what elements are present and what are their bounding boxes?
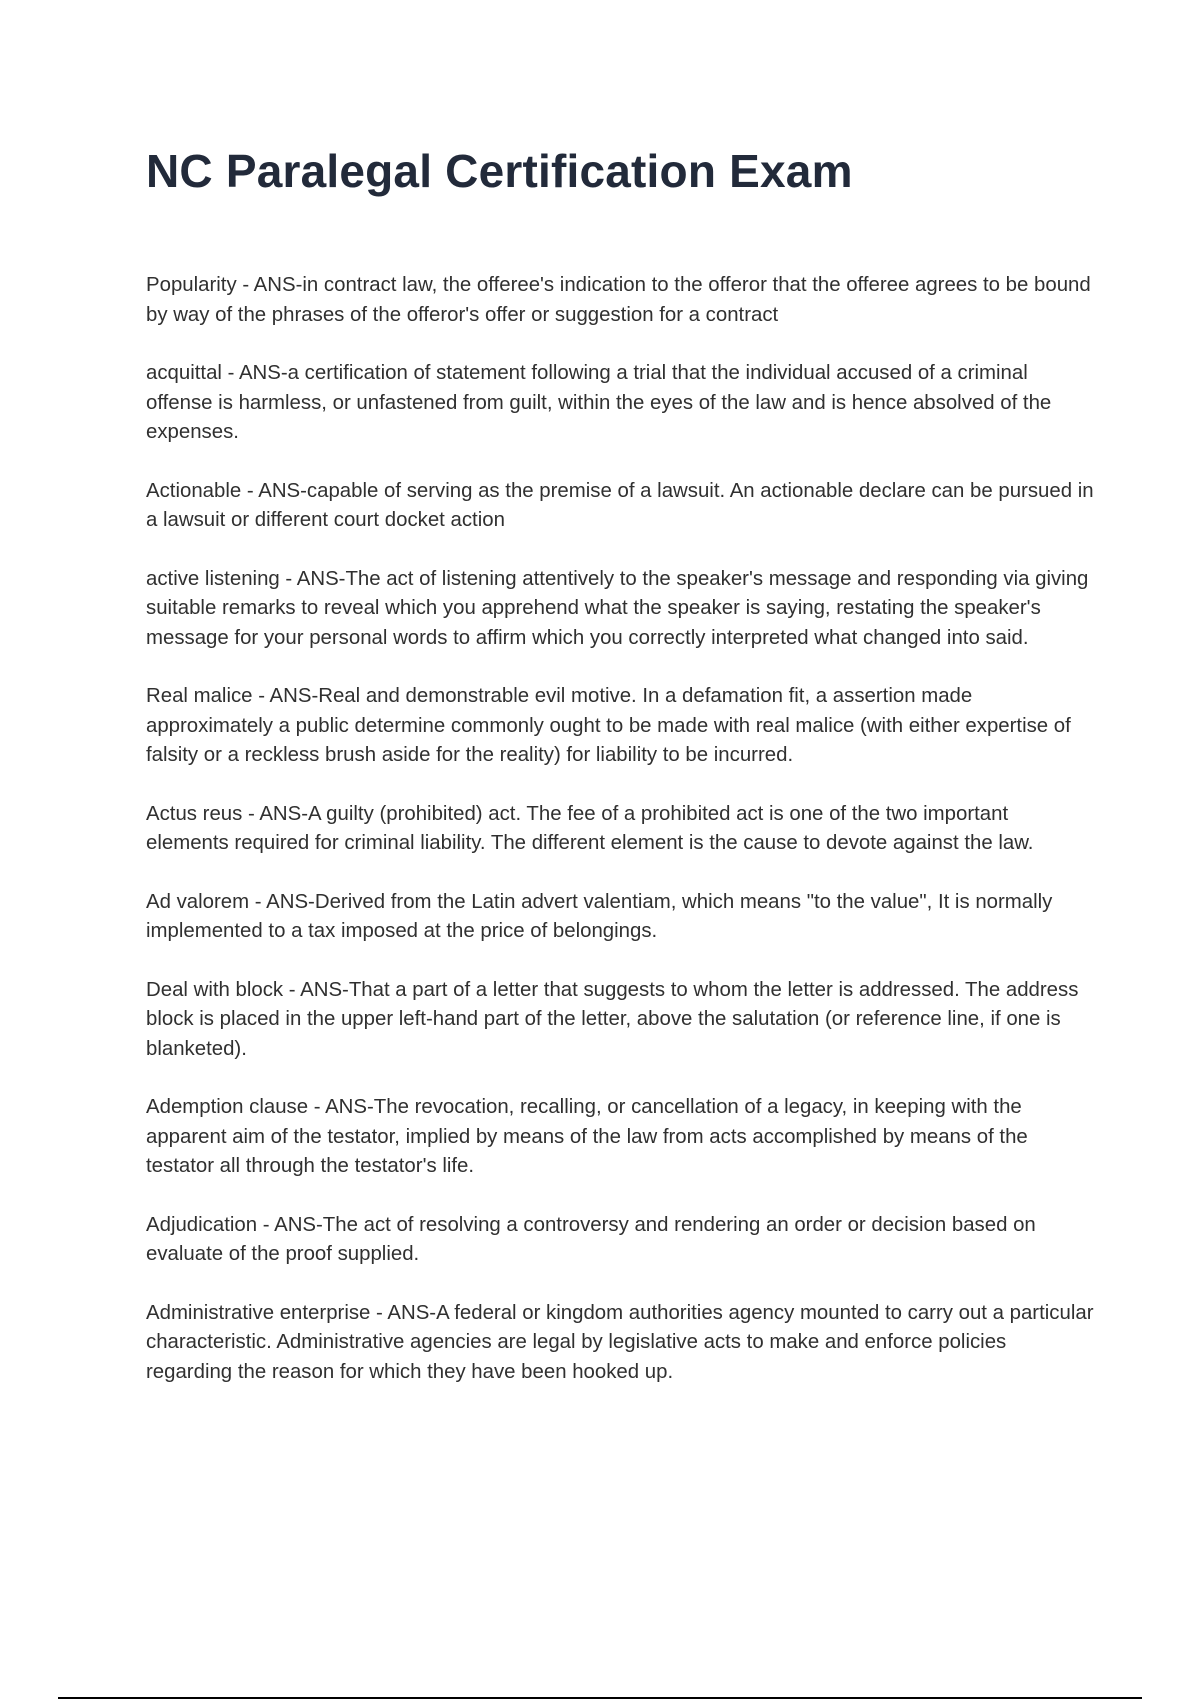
glossary-entry: Popularity - ANS-in contract law, the offeree's indication to the offeror that the offeree agrees to be bound by way of the phrases of the offeror's offer or suggestion for a contract [146,274,1091,326]
glossary-entry: Actus reus - ANS-A guilty (prohibited) act. The fee of a prohibited act is one of the two important elements required for criminal liability. The different element is the cause to devote against the law. [146,802,1034,854]
glossary-entry: active listening - ANS-The act of listening attentively to the speaker's message and responding via giving suitable remarks to reveal which you apprehend what the speaker is saying, restating the speaker's message for your personal words to affirm which you correctly interpreted what changed into said. [146,567,1089,649]
glossary-entry: Actionable - ANS-capable of serving as the premise of a lawsuit. An actionable declare can be pursued in a lawsuit or different court docket action [146,479,1094,531]
page-title: NC Paralegal Certification Exam [146,145,853,197]
glossary-entry: acquittal - ANS-a certification of statement following a trial that the individual accused of a criminal offense is harmless, or unfastened from guilt, within the eyes of the law and is hence absolved of the expenses. [146,362,1052,443]
glossary-entry: Ademption clause - ANS-The revocation, recalling, or cancellation of a legacy, in keeping with the apparent aim of the testator, implied by means of the law from acts accomplished by means of the testator all through the testator's life. [146,1096,1028,1177]
glossary-entry: Real malice - ANS-Real and demonstrable evil motive. In a defamation fit, a assertion made approximately a public determine commonly ought to be made with real malice (with either expertise of falsity or a reckless brush aside for the reality) for liability to be incurred. [146,685,1071,766]
glossary-entry: Deal with block - ANS-That a part of a letter that suggests to whom the letter is addressed. The address block is placed in the upper left-hand part of the letter, above the salutation (or reference line, if one is blanketed). [146,978,1079,1060]
glossary-entry: Ad valorem - ANS-Derived from the Latin advert valentiam, which means "to the value", It is normally implemented to a tax imposed at the price of belongings. [146,890,1053,942]
glossary-entry: Adjudication - ANS-The act of resolving a controversy and rendering an order or decision based on evaluate of the proof supplied. [146,1213,1036,1265]
footer-divider [58,1697,1142,1699]
glossary-entries [146,271,1094,1416]
glossary-entry: Administrative enterprise - ANS-A federal or kingdom authorities agency mounted to carry out a particular characteristic. Administrative agencies are legal by legislative acts to make and enforce policies regarding the reason for which they have been hooked up. [146,1301,1094,1383]
